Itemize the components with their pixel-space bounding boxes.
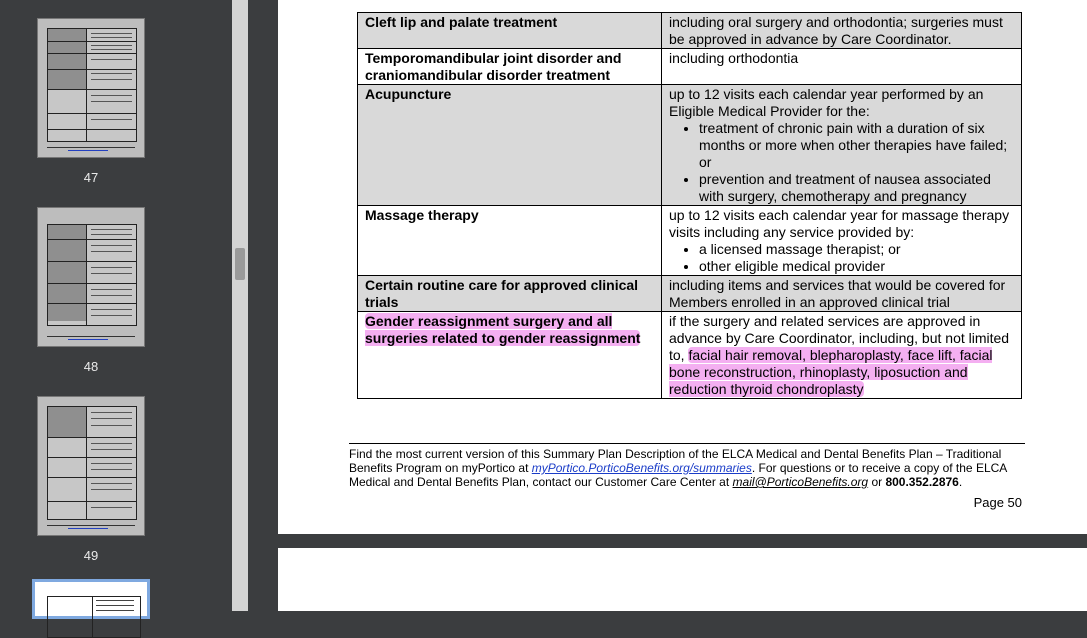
page-thumbnail-label: 48 [83, 359, 99, 374]
footer-text: . [958, 475, 963, 489]
coverage-cell [662, 206, 1022, 276]
coverage-bullet-list [669, 241, 1015, 275]
benefits-table [357, 12, 1022, 399]
table-row [358, 49, 1022, 85]
page-thumbnail-49[interactable] [37, 396, 145, 536]
coverage-cell: including orthodontia [662, 49, 1022, 85]
page-thumbnail-50-selected[interactable] [32, 579, 150, 619]
page-thumbnail-label: 47 [83, 170, 99, 185]
coverage-cell: including oral surgery and orthodontia; surgeries must be approved in advance by Care Coordinator. [662, 13, 1022, 49]
highlighted-text: Gender reassignment surgery and all surgeries related to gender reassignment [365, 313, 641, 346]
coverage-bullet-list [669, 120, 1015, 205]
coverage-text: up to 12 visits each calendar year performed by an Eligible Medical Provider for the: [669, 86, 984, 119]
service-cell: Cleft lip and palate treatment [358, 13, 662, 49]
coverage-text: up to 12 visits each calendar year for massage therapy visits including any service provided by: [669, 207, 1010, 240]
service-cell [358, 312, 662, 399]
table-row [358, 312, 1022, 399]
coverage-cell [662, 312, 1022, 399]
service-cell: Acupuncture [358, 85, 662, 206]
email-address: mail@PorticoBenefits.org [732, 475, 869, 489]
list-item: • treatment of chronic pain with a duration of six months or more when other therapies have failed; or [699, 120, 1015, 171]
footer-text: . For questions or to receive a copy of the ELCA Medical and Dental Benefits Plan, contact our Customer Care Center at [349, 461, 1007, 489]
service-cell: Massage therapy [358, 206, 662, 276]
page-number: Page 50 [973, 495, 1022, 510]
table-row [358, 276, 1022, 312]
thumbnail-sidebar [0, 0, 232, 611]
summaries-link[interactable]: myPortico.PorticoBenefits.org/summaries [531, 461, 752, 475]
list-item: • prevention and treatment of nausea associated with surgery, chemotherapy and pregnancy [699, 171, 1015, 205]
table-row [358, 85, 1022, 206]
footer-text: Find the most current version of this Summary Plan Description of the ELCA Medical and Dental Benefits Plan – Traditional Benefits Program on myPortico at [349, 447, 1002, 475]
sidebar-scrollbar[interactable] [232, 0, 248, 611]
list-item: • a licensed massage therapist; or [699, 241, 1015, 258]
list-item: • other eligible medical provider [699, 258, 1015, 275]
phone-number: 800.352.2876 [885, 475, 959, 489]
page-footer [349, 443, 1025, 489]
service-cell: Certain routine care for approved clinical trials [358, 276, 662, 312]
page-thumbnail-label: 49 [83, 548, 99, 563]
table-row [358, 13, 1022, 49]
next-document-page [278, 548, 1087, 611]
sidebar-scrollbar-thumb[interactable] [235, 248, 245, 280]
page-thumbnail-48[interactable] [37, 207, 145, 347]
highlighted-text: facial hair removal, blepharoplasty, face lift, facial bone reconstruction, rhinoplasty, liposuction and reduction thyroid chondroplasty [669, 347, 993, 397]
coverage-cell: including items and services that would be covered for Members enrolled in an approved clinical trial [662, 276, 1022, 312]
page-thumbnail-47[interactable] [37, 18, 145, 158]
service-cell: Temporomandibular joint disorder and craniomandibular disorder treatment [358, 49, 662, 85]
coverage-text: if the surgery and related services are approved in advance by Care Coordinator, including, but not limited to, [669, 313, 1010, 363]
coverage-cell [662, 85, 1022, 206]
table-row [358, 206, 1022, 276]
footer-text: or [868, 475, 886, 489]
